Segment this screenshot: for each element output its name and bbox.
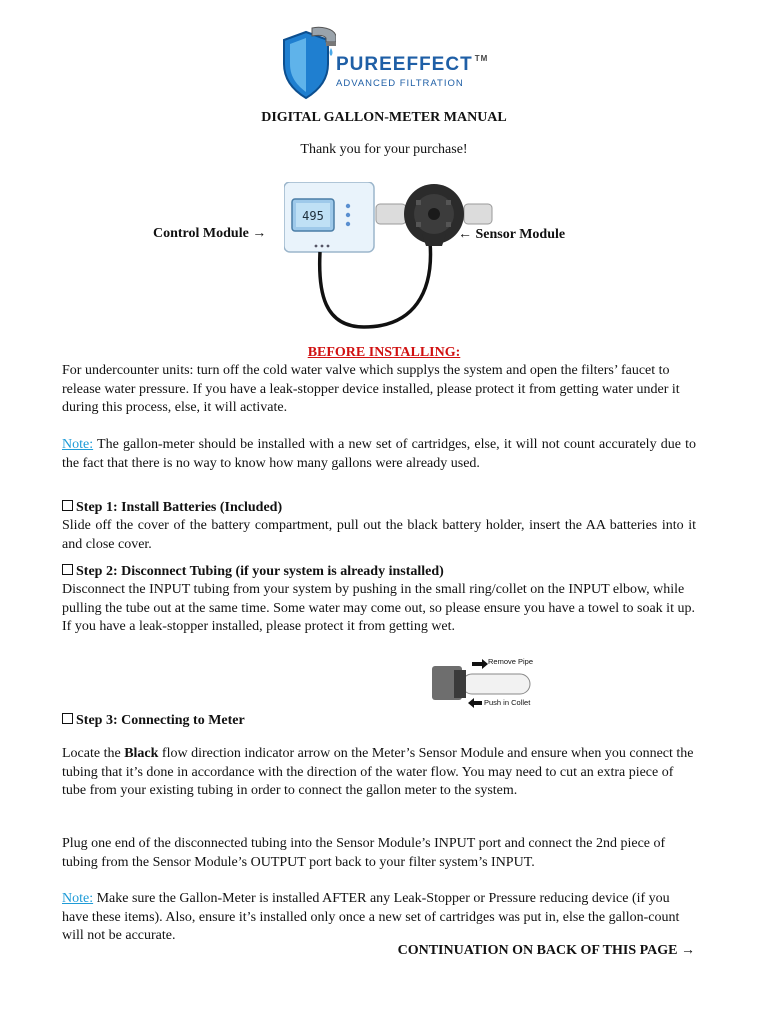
step-3-paragraph-1: Locate the Black flow direction indicator arrow on the Meter’s Sensor Module and ensure when you connect the tubing that it’s done in accordance with the direction of the water flow. You may need to cut an extra piece of tube from your existing tubing in order to connect the gallon meter to the system. bbox=[62, 746, 694, 798]
gallon-meter-figure bbox=[284, 182, 494, 332]
checkbox-icon bbox=[62, 500, 73, 511]
push-collet-label: Push in Collet bbox=[484, 698, 531, 707]
remove-arrow-icon bbox=[472, 659, 488, 669]
note-text: The gallon-meter should be installed with a new set of cartridges, else, it will not count accurately due to the fact that there is no way to know how many gallons were already used. bbox=[62, 437, 696, 471]
checkbox-icon bbox=[62, 564, 73, 575]
note-paragraph-2 bbox=[62, 890, 696, 946]
remove-pipe-label: Remove Pipe bbox=[488, 657, 534, 666]
push-arrow-icon bbox=[468, 698, 482, 708]
brand-name: PUREEFFECT ™ bbox=[336, 54, 489, 75]
brand-tagline: ADVANCED FILTRATION bbox=[336, 78, 464, 89]
before-installing-text: For undercounter units: turn off the cold water valve which supplys the system and open the filters’ faucet to release water pressure. If you have a leak-stopper device installed, please protect it from getting water under it during this process, else, it will activate. bbox=[62, 363, 680, 415]
control-module-label: Control Module → bbox=[153, 226, 267, 241]
step-2-heading: Step 2: Disconnect Tubing (if your system is already installed) bbox=[62, 564, 444, 580]
checkbox-icon bbox=[62, 713, 73, 724]
before-installing-heading: BEFORE INSTALLING: bbox=[307, 345, 461, 360]
gallon-meter-illustration bbox=[284, 182, 494, 332]
sensor-module-label: ← Sensor Module bbox=[458, 227, 566, 242]
step-2-text: Disconnect the INPUT tubing from your system by pushing in the small ring/collet on the INPUT elbow, while pulling the tube out at the same time. Some water may come out, so please ensure you have a towel to soak it up. If you have a leak-stopper installed, please protect it from getting wet. bbox=[62, 582, 695, 634]
step-1-text: Slide off the cover of the battery compartment, pull out the black battery holder, insert the AA batteries into it and close cover. bbox=[62, 518, 696, 552]
meter-display-value: 495 bbox=[302, 209, 324, 223]
thanks-line: Thank you for your purchase! bbox=[300, 142, 468, 157]
page-title: DIGITAL GALLON-METER MANUAL bbox=[261, 110, 507, 125]
pureeffect-logo bbox=[276, 26, 489, 102]
note-text: Make sure the Gallon-Meter is installed AFTER any Leak-Stopper or Pressure reducing device (if you have these items). Also, ensure it’s installed only once a new set of cartridges was put in, else the gallon-count will not be accurate. bbox=[62, 891, 680, 943]
note-paragraph-1 bbox=[62, 436, 696, 473]
collet-figure bbox=[432, 656, 542, 712]
step-1-heading: Step 1: Install Batteries (Included) bbox=[62, 500, 282, 516]
note-label: Note: bbox=[62, 437, 94, 452]
note-label: Note: bbox=[62, 891, 94, 906]
step-3-heading: Step 3: Connecting to Meter bbox=[62, 713, 245, 729]
step-3-paragraph-2: Plug one end of the disconnected tubing into the Sensor Module’s INPUT port and connect the 2nd piece of tubing from the Sensor Module’s OUTPUT port back to your filter system’s INPUT. bbox=[62, 836, 666, 870]
continuation-notice: CONTINUATION ON BACK OF THIS PAGE → bbox=[397, 943, 695, 958]
shield-faucet-icon bbox=[276, 26, 336, 102]
